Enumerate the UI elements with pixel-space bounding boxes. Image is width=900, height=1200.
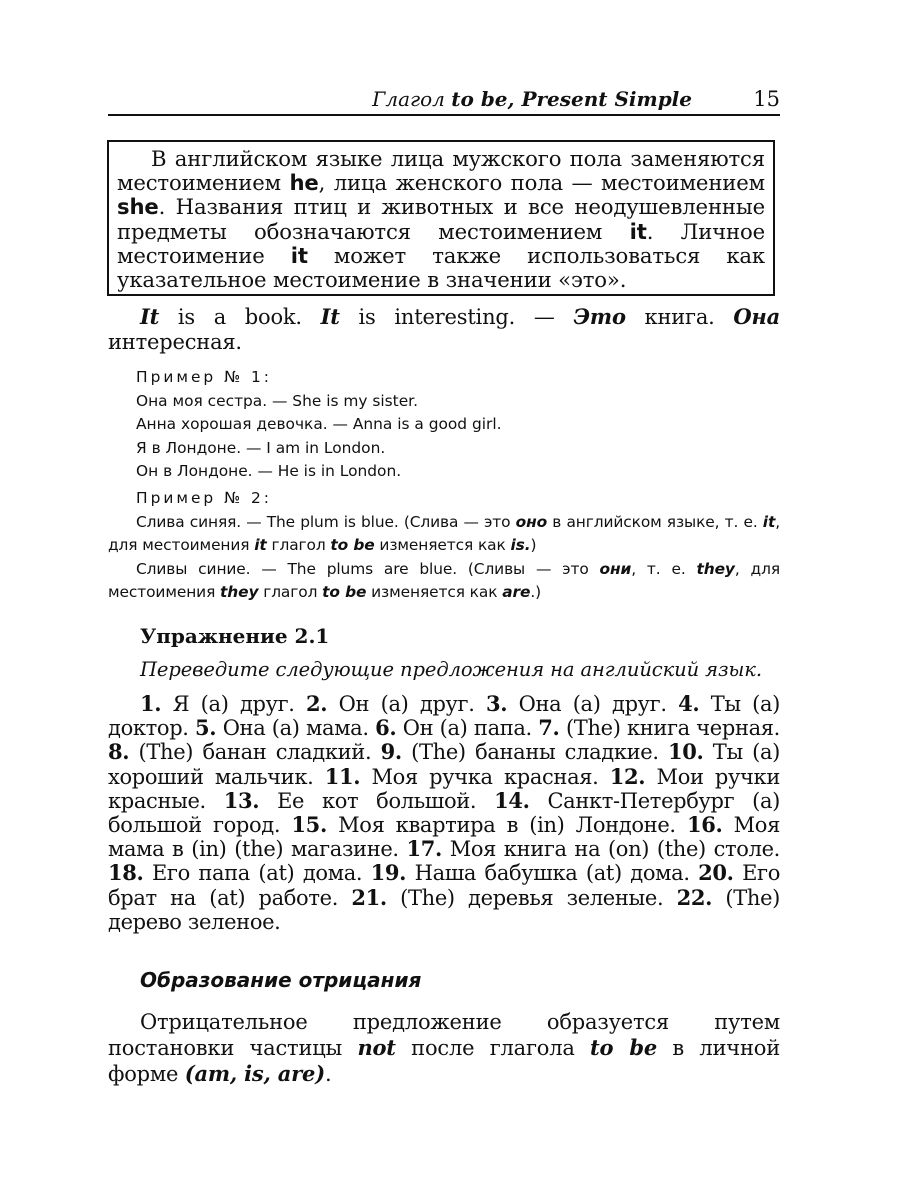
exercise-item-text: Моя ручка красная.	[360, 764, 610, 789]
text-part: .	[324, 1062, 332, 1086]
text-part: после глагола	[395, 1036, 591, 1060]
exercise-item-number: 7.	[538, 715, 560, 741]
text-part: глагол	[266, 536, 331, 554]
exercise-item-text: (The) дерево зеленое.	[108, 885, 781, 934]
example-2-heading: Пример № 2:	[136, 489, 272, 507]
exercise-item-number: 8.	[108, 739, 130, 765]
rule-box	[107, 140, 775, 296]
pronoun-it: it	[290, 242, 308, 268]
running-head-title	[108, 87, 692, 111]
emphasis: to be	[322, 583, 367, 601]
emphasis: Это	[573, 304, 626, 329]
pronoun-he: he	[289, 170, 319, 196]
text-part: , для местоимения	[108, 559, 780, 601]
section-heading: Образование отрицания	[140, 968, 422, 992]
rule-text-part: . Названия птиц и животных и все неодушевленные предметы обозначаются местоимением	[117, 194, 765, 244]
exercise-item-number: 2.	[306, 691, 328, 716]
example-2-plums	[108, 558, 780, 605]
exercise-instruction: Переведите следующие предложения на английский язык.	[140, 658, 762, 681]
exercise-item-text: Ты (a) доктор.	[108, 692, 781, 741]
example-line: Я в Лондоне. — I am in London.	[136, 438, 386, 457]
emphasis: It	[140, 304, 160, 329]
it-example-paragraph	[108, 304, 780, 355]
exercise-item-number: 16.	[686, 812, 723, 838]
exercise-item-number: 21.	[351, 884, 387, 910]
text-part: is a book.	[159, 305, 321, 329]
negation-paragraph	[108, 1010, 780, 1087]
exercise-item-number: 19.	[370, 860, 407, 886]
exercise-item-text: Ты (a) хороший мальчик.	[108, 740, 781, 789]
running-head	[108, 86, 780, 116]
pronoun-it: it	[629, 218, 647, 244]
emphasis: not	[357, 1035, 396, 1060]
exercise-item-number: 10.	[667, 739, 704, 765]
emphasis: to be	[590, 1035, 657, 1060]
example-1-heading: Пример № 1:	[136, 368, 272, 386]
exercise-item-number: 13.	[223, 787, 260, 813]
exercise-body	[108, 692, 780, 934]
exercise-item-text: (The) банан сладкий.	[129, 740, 381, 765]
exercise-item-number: 12.	[609, 763, 646, 789]
exercise-item-text: Я (a) друг.	[161, 692, 307, 716]
emphasis: they	[220, 583, 259, 601]
example-line: Она моя сестра. — She is my sister.	[136, 391, 418, 410]
emphasis: are	[502, 583, 531, 601]
exercise-item-text: (The) деревья зеленые.	[386, 885, 677, 910]
exercise-item-number: 14.	[494, 787, 530, 813]
text-part: Слива синяя. — The plum is blue. (Слива — это	[136, 512, 516, 531]
exercise-item-text: Ее кот большой.	[259, 788, 495, 813]
exercise-item-text: (The) бананы сладкие.	[401, 740, 668, 765]
rule-text-part: , лица женского пола — местоимением	[318, 170, 765, 196]
exercise-item-number: 5.	[195, 715, 217, 741]
emphasis: (am, is, are)	[184, 1061, 325, 1086]
exercise-item-number: 15.	[291, 812, 327, 838]
emphasis: они	[599, 559, 632, 578]
running-head-prefix: Глагол	[372, 87, 445, 111]
text-part: изменяется как	[366, 583, 503, 601]
exercise-item-number: 9.	[380, 739, 402, 765]
exercise-item-text: Моя мама в (in) (the) магазине.	[108, 813, 780, 862]
text-part: , для местоимения	[108, 512, 781, 554]
example-line: Анна хорошая девочка. — Anna is a good girl.	[136, 415, 502, 433]
emphasis: It	[320, 304, 340, 329]
emphasis: to be	[330, 536, 375, 554]
text-part: книга.	[625, 305, 734, 329]
exercise-item-text: Его папа (at) дома.	[143, 861, 371, 886]
exercise-item-text: (The) книга черная.	[559, 716, 780, 741]
text-part: Отрицательное предложение образуется путем постановки частицы	[108, 1010, 780, 1060]
exercise-item-number: 4.	[678, 691, 700, 716]
text-part: интересная.	[108, 330, 242, 354]
exercise-item-number: 1.	[140, 691, 162, 716]
running-head-topic: to be, Present Simple	[451, 87, 692, 111]
exercise-items	[108, 692, 780, 934]
exercise-item-number: 17.	[406, 836, 442, 862]
exercise-item-number: 11.	[324, 763, 361, 789]
example-2-plum	[108, 511, 780, 558]
exercise-item-text: Она (a) друг.	[507, 692, 679, 716]
rule-text	[117, 147, 765, 292]
rule-text-part: В английском языке лица мужского пола заменяются местоимением	[117, 146, 765, 196]
pronoun-she: she	[117, 194, 159, 220]
exercise-item-text: Она (a) мама.	[216, 716, 376, 741]
page-number: 15	[753, 87, 780, 111]
text-part: в личной форме	[108, 1036, 780, 1086]
text-part: Сливы синие. — The plums are blue. (Сливы — это	[136, 559, 600, 578]
emphasis: it	[254, 536, 267, 554]
text-part: )	[530, 536, 537, 554]
exercise-item-text: Он (a) друг.	[327, 692, 486, 716]
text-part: .)	[530, 583, 542, 601]
rule-text-part: . Личное местоимение	[117, 218, 765, 268]
emphasis: Она	[733, 304, 780, 329]
example-1	[108, 366, 780, 484]
emphasis: is.	[510, 536, 531, 554]
text-part: в английском языке, т. е.	[547, 512, 763, 531]
exercise-title: Упражнение 2.1	[140, 624, 330, 648]
example-line: Он в Лондоне. — He is in London.	[136, 462, 402, 480]
text-part: is interesting. —	[339, 305, 574, 329]
emphasis: оно	[515, 512, 548, 531]
example-2	[108, 487, 780, 605]
exercise-item-text: Он (a) папа.	[396, 716, 539, 741]
text-part: глагол	[258, 583, 323, 601]
emphasis: it	[762, 512, 776, 531]
exercise-item-number: 6.	[375, 715, 397, 741]
text-part: , т. е.	[631, 559, 697, 578]
text-part: изменяется как	[374, 536, 511, 554]
exercise-item-text: Наша бабушка (at) дома.	[406, 861, 699, 886]
exercise-item-text: Его брат на (at) работе.	[108, 861, 780, 910]
exercise-item-text: Санкт-Петербург (a) большой город.	[108, 788, 780, 838]
exercise-item-number: 3.	[485, 691, 508, 716]
emphasis: they	[696, 559, 735, 578]
exercise-item-number: 22.	[676, 884, 713, 910]
exercise-item-text: Мои ручки красные.	[108, 764, 780, 813]
exercise-item-number: 18.	[108, 860, 144, 886]
exercise-item-number: 20.	[698, 860, 734, 886]
exercise-item-text: Моя квартира в (in) Лондоне.	[326, 813, 687, 838]
rule-text-part: может также использоваться как указательное местоимение в значении «это».	[117, 242, 765, 293]
exercise-item-text: Моя книга на (on) (the) столе.	[441, 837, 780, 862]
